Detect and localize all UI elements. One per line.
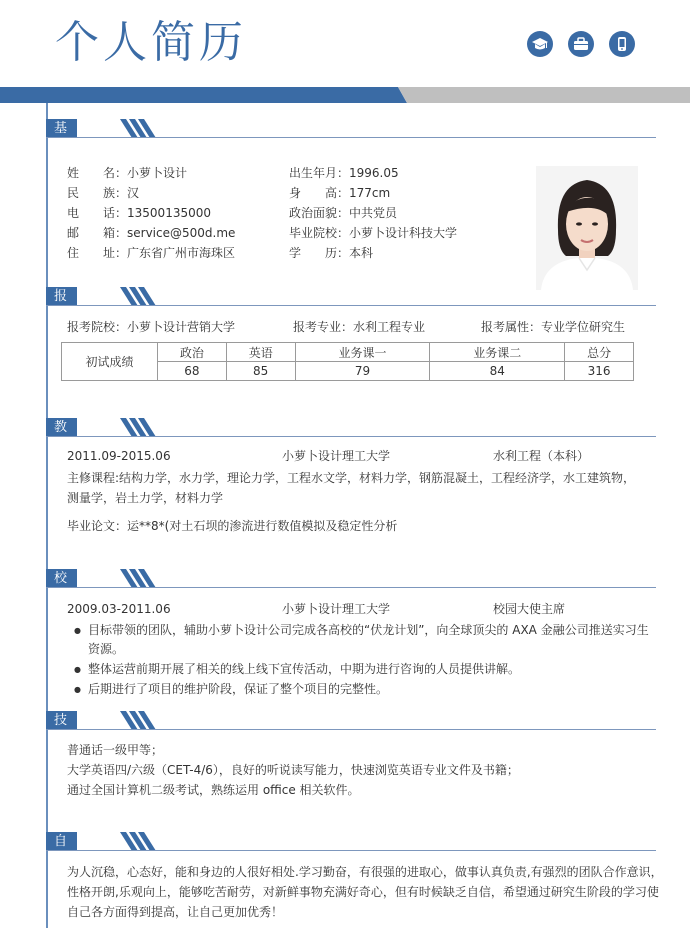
section-rule: [46, 729, 656, 730]
info-education: 学 历：本科: [289, 246, 374, 260]
apply-school: 报考院校：小萝卜设计营销大学: [67, 320, 236, 334]
section-stripes: [120, 711, 158, 730]
campus-school: 小萝卜设计理工大学: [282, 602, 391, 616]
section-stripes: [120, 832, 158, 851]
info-address: 住 址：广东省广州市海珠区: [67, 246, 236, 260]
self-line: 自己各方面得到提高，让自己更加优秀！: [67, 905, 284, 919]
section-title: 自我评价: [46, 832, 77, 851]
page-title: 个人简历: [55, 17, 247, 68]
section-stripes: [120, 569, 158, 588]
score-header: 业务课二: [430, 343, 565, 362]
self-line: 性格开朗,乐观向上，能够吃苦耐劳，对新鲜事物充满好奇心，但有时候缺乏自信，希望通过研究生阶段的学习使: [67, 885, 659, 899]
info-name: 姓 名：小萝卜设计: [67, 166, 188, 180]
score-value: 85: [226, 362, 295, 381]
section-title: 教育背景: [46, 418, 77, 437]
info-ethnicity: 民 族：汉: [67, 186, 140, 200]
self-line: 为人沉稳，心态好，能和身边的人很好相处.学习勤奋，有很强的进取心，做事认真负责,有强烈的团队合作意识，: [67, 865, 663, 879]
header-bar: [0, 87, 690, 103]
edu-school: 小萝卜设计理工大学: [282, 449, 391, 463]
apply-major: 报考专业：水利工程专业: [293, 320, 426, 334]
campus-period: 2009.03-2011.06: [67, 602, 171, 616]
score-header: 政治: [158, 343, 227, 362]
graduation-cap-icon: [527, 31, 553, 57]
info-graduated: 毕业院校：小萝卜设计科技大学: [289, 226, 458, 240]
edu-courses-cont: 测量学，岩土力学，材料力学: [67, 491, 224, 505]
score-header: 英语: [226, 343, 295, 362]
score-value: 68: [158, 362, 227, 381]
section-rule: [46, 436, 656, 437]
self-evaluation: [67, 862, 663, 922]
list-item: ● 整体运营前期开展了相关的线上线下宣传活动，中期为进行咨询的人员提供讲解。: [88, 660, 520, 679]
edu-thesis: 毕业论文：运**8*(对土石坝的渗流进行数值模拟及稳定性分析: [67, 519, 398, 533]
section-rule: [46, 305, 656, 306]
info-height: 身 高：177cm: [289, 186, 391, 200]
section-stripes: [120, 418, 158, 437]
section-stripes: [120, 287, 158, 306]
skills-list: [67, 740, 519, 800]
basic-info-right: [289, 163, 457, 263]
avatar: [536, 166, 638, 290]
edu-period: 2011.09-2015.06: [67, 449, 171, 463]
briefcase-icon: [568, 31, 594, 57]
skill-item: 大学英语四/六级（CET-4/6），良好的听说读写能力，快速浏览英语专业文件及书籍；: [67, 763, 519, 777]
section-stripes: [120, 119, 158, 138]
section-title: 基本信息: [46, 119, 77, 138]
apply-type: 报考属性：专业学位研究生: [481, 320, 626, 334]
score-row-label: 初试成绩: [62, 343, 158, 381]
info-email: 邮 箱：service@500d.me: [67, 226, 236, 240]
score-table: [61, 342, 634, 381]
campus-role: 校园大使主席: [493, 602, 566, 616]
section-title: 校园经历: [46, 569, 77, 588]
section-title: 报考信息: [46, 287, 77, 306]
section-rule: [46, 587, 656, 588]
edu-degree: 水利工程（本科）: [493, 449, 590, 463]
section-rule: [46, 850, 656, 851]
skill-item: 通过全国计算机二级考试，熟练运用 office 相关软件。: [67, 783, 360, 797]
phone-icon: [609, 31, 635, 57]
score-value: 84: [430, 362, 565, 381]
section-title: 技能证书: [46, 711, 77, 730]
score-value: 316: [565, 362, 634, 381]
basic-info-left: [67, 163, 235, 263]
edu-courses: 主修课程:结构力学，水力学，理论力学，工程水文学，材料力学，钢筋混凝土，工程经济学，水工建筑物，: [67, 471, 636, 485]
score-header: 业务课一: [295, 343, 430, 362]
info-phone: 电 话：13500135000: [67, 206, 211, 220]
list-item: ● 后期进行了项目的维护阶段，保证了整个项目的完整性。: [88, 680, 388, 699]
timeline-line: [46, 103, 48, 928]
list-item: ● 目标带领的团队，辅助小萝卜设计公司完成各高校的“伏龙计划”，向全球顶尖的 AXA 金融公司推送实习生 资源。: [88, 621, 649, 659]
score-value: 79: [295, 362, 430, 381]
score-header: 总分: [565, 343, 634, 362]
skill-item: 普通话一级甲等；: [67, 743, 164, 757]
info-birth: 出生年月：1996.05: [289, 166, 399, 180]
info-political: 政治面貌：中共党员: [289, 206, 398, 220]
section-rule: [46, 137, 656, 138]
